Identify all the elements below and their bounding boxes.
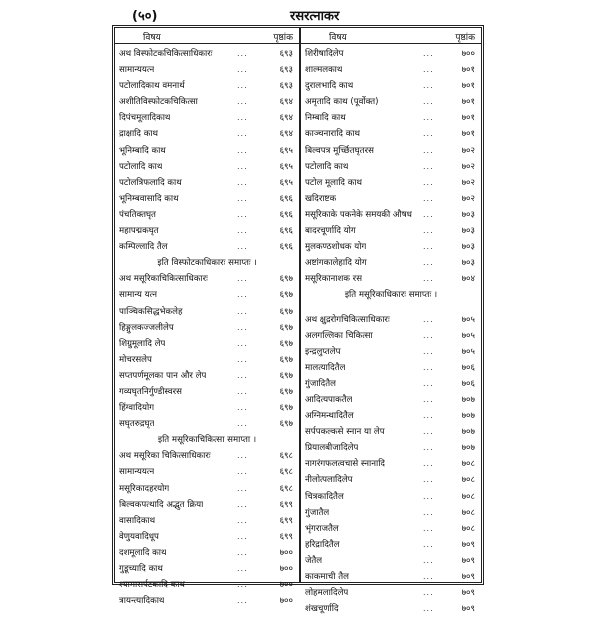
entry-title: अथ क्षुद्ररोगचिकित्साधिकारः [305, 314, 390, 325]
entry-page-number: ७०० [279, 547, 293, 558]
right-column [301, 28, 481, 615]
entry-title: नीलोत्पलादिलेप [305, 475, 353, 486]
leader-dots: ... [237, 129, 248, 139]
entry-page-number: ७०२ [461, 193, 475, 204]
entry-title: गुंजातैल [305, 507, 330, 518]
index-entry [115, 94, 299, 110]
leader-dots: ... [237, 483, 248, 493]
entry-title: सर्पपकल्कसे स्नान या लेप [305, 427, 385, 438]
index-entry [301, 360, 481, 376]
leader-dots: ... [237, 451, 248, 461]
leader-dots: ... [423, 539, 434, 549]
entry-title: अशीतिविस्फोटकचिकित्सा [119, 97, 198, 108]
entry-title: गव्यघृतनिर्गुण्डीस्वरस [119, 386, 182, 397]
leader-dots: ... [237, 403, 248, 413]
leader-dots: ... [423, 346, 434, 356]
leader-dots: ... [423, 161, 434, 171]
leader-dots: ... [237, 564, 248, 573]
index-entry [115, 126, 299, 142]
entry-page-number: ७०१ [461, 65, 475, 76]
section-end-note [115, 432, 299, 448]
leader-dots: ... [237, 306, 248, 316]
entry-title: आदित्यपाकतैल [305, 394, 353, 405]
leader-dots: ... [237, 193, 248, 203]
entry-title: काञ्चनारादि काथ [305, 129, 361, 140]
leader-dots: ... [423, 411, 434, 421]
entry-title: नागरंगफलत्वचासे स्नानादि [305, 459, 385, 470]
leader-dots: ... [237, 145, 248, 155]
leader-dots: ... [423, 362, 434, 372]
leader-dots: ... [237, 386, 248, 396]
leader-dots: ... [423, 572, 434, 581]
leader-dots: ... [423, 459, 434, 469]
section-end-note [115, 255, 299, 271]
index-entry [115, 577, 299, 593]
leader-dots: ... [423, 330, 434, 340]
index-entry [301, 62, 481, 78]
index-entry [115, 320, 299, 336]
index-entry [301, 456, 481, 472]
leader-dots: ... [423, 129, 434, 139]
index-entry [301, 472, 481, 488]
entry-page-number: ७०९ [461, 555, 475, 566]
entry-page-number: ७०६ [461, 378, 475, 389]
leader-dots: ... [237, 81, 248, 91]
index-entry [301, 255, 481, 271]
entry-page-number: ६९७ [279, 274, 293, 285]
index-entry [301, 110, 481, 126]
entry-title: बिल्वपत्र मूर्च्छितघृतरस [305, 145, 374, 156]
entry-title: दशमूलादि काथ [119, 547, 167, 558]
entry-page-number: ६९४ [279, 129, 293, 140]
index-entry [301, 159, 481, 175]
entry-title: मालत्यादितैल [305, 362, 346, 373]
entry-title: पटोलादिकाथ वमनार्थ [119, 81, 185, 92]
entry-page-number: ७०० [279, 564, 293, 574]
entry-page-number: ७०७ [461, 411, 475, 422]
leader-dots: ... [423, 193, 434, 203]
leader-dots: ... [237, 547, 248, 557]
leader-dots: ... [237, 113, 248, 123]
index-entry [301, 489, 481, 505]
entry-page-number: ७०१ [461, 97, 475, 108]
leader-dots: ... [423, 49, 434, 58]
leader-dots: ... [423, 274, 434, 284]
entry-title: दुरालभादि काथ [305, 81, 354, 92]
entry-title: शिरीषादिलेप [305, 49, 344, 59]
entry-title: हिङ्गुलकज्जलीलेप [119, 322, 174, 333]
leader-dots: ... [423, 65, 434, 75]
index-entry [301, 46, 481, 62]
index-entry [115, 416, 299, 432]
index-entry [115, 529, 299, 545]
entry-title: शंखचूर्णादि [305, 604, 339, 615]
entry-title: जेतैल [305, 555, 323, 566]
entry-title: पटोलादि काथ [119, 161, 163, 172]
leader-dots: ... [423, 113, 434, 123]
leader-dots: ... [423, 177, 434, 187]
right-rows [301, 44, 481, 617]
entry-title: खदिराष्टक [305, 193, 337, 204]
entry-title: अमृतादि काथ (पूर्वोक्त) [305, 97, 379, 108]
entry-title: मुलकण्ठशोधक योग [305, 242, 367, 253]
leader-dots: ... [423, 145, 434, 155]
index-entry [301, 601, 481, 617]
entry-title: काकमाची तैल [305, 572, 349, 582]
index-entry [115, 159, 299, 175]
index-entry [301, 223, 481, 239]
entry-title: भृंगराजतैल [305, 523, 339, 534]
index-entry [115, 545, 299, 561]
entry-title: बादरचूर्णादि योग [305, 226, 356, 237]
entry-page-number: ६९७ [279, 370, 293, 381]
leader-dots: ... [423, 314, 434, 324]
page-heading: पृष्ठांक [455, 33, 475, 43]
leader-dots: ... [237, 209, 248, 219]
entry-page-number: ६९७ [279, 419, 293, 430]
index-entry [301, 94, 481, 110]
leader-dots: ... [423, 242, 434, 252]
entry-page-number: ६९३ [279, 49, 293, 59]
entry-page-number: ७०८ [461, 507, 475, 518]
index-entry [301, 344, 481, 360]
entry-page-number: ७०८ [461, 459, 475, 470]
entry-title: शिग्रुमूलादि लेप [119, 338, 166, 349]
index-entry [115, 448, 299, 464]
entry-title: हरिद्रादितैल [305, 539, 340, 550]
index-entry [301, 505, 481, 521]
leader-dots: ... [423, 443, 434, 453]
entry-title: इन्द्रलुप्तलेप [305, 346, 341, 357]
entry-title: अग्निमन्थादितैल [305, 411, 354, 422]
entry-page-number: ६९९ [279, 515, 293, 526]
leader-dots: ... [237, 242, 248, 252]
entry-page-number: ६९६ [279, 226, 293, 237]
row-spacer [301, 304, 481, 312]
index-entry [301, 585, 481, 601]
index-entry [115, 368, 299, 384]
entry-page-number: ७०८ [461, 491, 475, 502]
index-entry [301, 553, 481, 569]
page-heading: पृष्ठांक [273, 33, 293, 43]
entry-page-number: ७०० [279, 596, 293, 607]
index-entry [115, 175, 299, 191]
entry-page-number: ७०१ [461, 113, 475, 124]
index-entry [115, 481, 299, 497]
entry-title: सामान्ययत्न [119, 467, 155, 478]
entry-page-number: ७०९ [461, 604, 475, 615]
entry-title: मसूरिकादहरयोग [119, 483, 170, 494]
entry-page-number: ७०१ [461, 81, 475, 92]
subject-heading: विषय [143, 33, 161, 43]
page-number: (५०) [132, 9, 158, 24]
entry-page-number: ७०५ [461, 346, 475, 357]
leader-dots: ... [237, 65, 248, 75]
leader-dots: ... [423, 97, 434, 107]
section-end-text: इति विस्फोटकाधिकारः समाप्तः । [157, 258, 257, 269]
leader-dots: ... [237, 290, 248, 300]
leader-dots: ... [423, 427, 434, 437]
index-entry [301, 440, 481, 456]
left-rows [115, 44, 299, 609]
entry-page-number: ६९७ [279, 290, 293, 301]
entry-title: गुडूच्यादि काथ [119, 564, 163, 574]
entry-title: वासादिकाथ [119, 515, 156, 526]
leader-dots: ... [237, 467, 248, 477]
entry-title: पटोल मूलादि काथ [305, 177, 363, 188]
page-header [120, 4, 500, 26]
index-entry [301, 175, 481, 191]
entry-page-number: ६९३ [279, 65, 293, 76]
entry-title: मसूरिकाके पकनेके समयकी औषध [305, 209, 412, 220]
entry-title: महापद्मकघृत [119, 226, 159, 237]
index-entry [115, 239, 299, 255]
entry-page-number: ७०३ [461, 209, 475, 220]
entry-page-number: ७०७ [461, 427, 475, 438]
index-entry [301, 207, 481, 223]
leader-dots: ... [237, 596, 248, 606]
entry-title: पंचतिक्तघृत [119, 209, 156, 220]
entry-title: चित्रकादितैल [305, 491, 344, 502]
entry-page-number: ७०९ [461, 572, 475, 582]
entry-page-number: ६९७ [279, 322, 293, 333]
leader-dots: ... [237, 370, 248, 380]
section-end-text: इति मसूरिकाधिकारः समाप्तः । [344, 290, 438, 301]
entry-page-number: ६९७ [279, 386, 293, 397]
leader-dots: ... [237, 97, 248, 107]
index-entry [115, 400, 299, 416]
leader-dots: ... [423, 209, 434, 219]
index-entry [301, 126, 481, 142]
entry-page-number: ६९७ [279, 354, 293, 365]
entry-page-number: ७०० [461, 49, 475, 59]
entry-title: मोचरसलेप [119, 354, 152, 365]
index-entry [115, 191, 299, 207]
entry-title: निम्बादि काथ [305, 113, 346, 124]
index-entry [301, 191, 481, 207]
entry-page-number: ६९३ [279, 81, 293, 92]
entry-page-number: ६९६ [279, 193, 293, 204]
section-end-note [301, 287, 481, 303]
leader-dots: ... [237, 161, 248, 171]
entry-title: पटोलत्रिफलादि काथ [119, 177, 182, 188]
index-entry [301, 376, 481, 392]
entry-title: प्रियालबीजादिलेप [305, 443, 359, 454]
index-entry [115, 143, 299, 159]
entry-page-number: ७०३ [461, 258, 475, 269]
index-table [112, 25, 484, 615]
entry-title: वेणुयवादिधूप [119, 531, 159, 542]
left-column-header [115, 28, 299, 44]
entry-page-number: ७०२ [461, 161, 475, 172]
leader-dots: ... [237, 226, 248, 236]
page-title: रसरत्नाकर [290, 9, 340, 24]
leader-dots: ... [423, 555, 434, 565]
leader-dots: ... [423, 588, 434, 598]
index-entry [115, 110, 299, 126]
entry-page-number: ६९८ [279, 451, 293, 462]
entry-title: भूनिम्बवासादि काथ [119, 193, 179, 204]
leader-dots: ... [423, 523, 434, 533]
subject-heading: विषय [329, 33, 347, 43]
entry-title: अथ मसूरिका चिकित्साधिकारः [119, 451, 211, 462]
entry-page-number: ६९८ [279, 483, 293, 494]
index-entry [115, 384, 299, 400]
index-entry [115, 513, 299, 529]
index-entry [115, 464, 299, 480]
index-entry [115, 352, 299, 368]
leader-dots: ... [423, 394, 434, 404]
leader-dots: ... [423, 226, 434, 236]
entry-title: श्यामासर्पटकादि काथ [119, 580, 185, 591]
entry-page-number: ७०६ [461, 362, 475, 373]
index-entry [301, 392, 481, 408]
left-column [115, 28, 301, 607]
entry-page-number: ७०८ [461, 523, 475, 534]
entry-page-number: ७०७ [461, 394, 475, 405]
entry-title: कम्पिल्लादि तैल [119, 242, 168, 253]
leader-dots: ... [423, 258, 434, 268]
entry-title: अलगल्लिका चिकित्सा [305, 330, 373, 341]
index-entry [301, 271, 481, 287]
leader-dots: ... [423, 507, 434, 517]
entry-title: द्राक्षादि काथ [119, 129, 159, 140]
entry-page-number: ७०० [279, 580, 293, 591]
leader-dots: ... [237, 499, 248, 509]
entry-page-number: ६९८ [279, 467, 293, 478]
entry-title: बिल्वकपत्थादि अद्भुत क्रिया [119, 499, 204, 510]
leader-dots: ... [237, 419, 248, 429]
index-entry [115, 287, 299, 303]
entry-title: भूनिम्बादि काथ [119, 145, 166, 156]
index-entry [115, 561, 299, 577]
leader-dots: ... [423, 81, 434, 91]
index-entry [115, 336, 299, 352]
entry-title: अष्टांगकालेहादि योग [305, 258, 367, 269]
index-entry [301, 424, 481, 440]
leader-dots: ... [423, 604, 434, 614]
leader-dots: ... [237, 580, 248, 590]
index-entry [301, 78, 481, 94]
entry-page-number: ७०४ [461, 274, 475, 285]
leader-dots: ... [237, 531, 248, 541]
entry-page-number: ७०१ [461, 129, 475, 140]
entry-page-number: ६९६ [279, 242, 293, 253]
entry-title: सामान्य यत्न [119, 290, 158, 301]
entry-title: पाञ्चिकसिद्धभेकलेह [119, 306, 183, 317]
entry-title: पटोलादि काथ [305, 161, 349, 172]
index-entry [115, 497, 299, 513]
entry-title: अथ मसूरिकाचिकित्साधिकारः [119, 274, 208, 285]
entry-page-number: ६९४ [279, 97, 293, 108]
index-entry [115, 304, 299, 320]
entry-page-number: ७०३ [461, 242, 475, 253]
entry-page-number: ७०७ [461, 443, 475, 454]
leader-dots: ... [237, 354, 248, 364]
entry-title: सप्तपर्णमूलका पान और लेप [119, 370, 207, 381]
entry-page-number: ६९५ [279, 161, 293, 172]
entry-page-number: ७०५ [461, 314, 475, 325]
entry-page-number: ७०८ [461, 475, 475, 486]
entry-title: लोहमलादिलेप [305, 588, 349, 599]
index-entry [301, 239, 481, 255]
entry-page-number: ६९५ [279, 177, 293, 188]
entry-page-number: ७०२ [461, 177, 475, 188]
entry-page-number: ६९४ [279, 113, 293, 124]
entry-page-number: ६९७ [279, 403, 293, 414]
entry-title: अथ विस्फोटकचिकित्साधिकारः [119, 49, 213, 59]
right-column-header [301, 28, 481, 44]
leader-dots: ... [423, 491, 434, 501]
leader-dots: ... [423, 475, 434, 485]
entry-page-number: ६९७ [279, 306, 293, 317]
entry-page-number: ६९६ [279, 209, 293, 220]
entry-title: गुंजादितैल [305, 378, 336, 389]
entry-title: सघृतरुद्रघृत [119, 419, 155, 430]
entry-page-number: ७०५ [461, 330, 475, 341]
leader-dots: ... [237, 322, 248, 332]
index-entry [301, 143, 481, 159]
index-entry [301, 408, 481, 424]
leader-dots: ... [237, 338, 248, 348]
leader-dots: ... [237, 515, 248, 525]
index-entry [115, 78, 299, 94]
entry-page-number: ६९९ [279, 499, 293, 510]
index-entry [301, 328, 481, 344]
entry-title: शाल्मलकाथ [305, 65, 343, 76]
entry-title: सामान्ययत्न [119, 65, 155, 76]
index-entry [115, 223, 299, 239]
index-entry [115, 62, 299, 78]
index-entry [301, 569, 481, 585]
entry-title: दिपंचमूलादिकाथ [119, 113, 171, 124]
index-entry [301, 537, 481, 553]
leader-dots: ... [237, 49, 248, 58]
entry-title: मसूरिकानाशक रस [305, 274, 363, 285]
leader-dots: ... [237, 274, 248, 284]
entry-page-number: ६९७ [279, 338, 293, 349]
leader-dots: ... [237, 177, 248, 187]
index-entry [115, 593, 299, 609]
entry-page-number: ७०९ [461, 539, 475, 550]
entry-title: हिंग्वादियोग [119, 403, 155, 414]
index-entry [115, 271, 299, 287]
index-entry [115, 207, 299, 223]
entry-page-number: ७०३ [461, 226, 475, 237]
index-entry [301, 312, 481, 328]
entry-page-number: ७०९ [461, 588, 475, 599]
leader-dots: ... [423, 378, 434, 388]
entry-page-number: ७०२ [461, 145, 475, 156]
index-entry [115, 46, 299, 62]
entry-title: त्रायन्त्यादिकाथ [119, 596, 165, 607]
entry-page-number: ६९५ [279, 145, 293, 156]
index-entry [301, 521, 481, 537]
entry-page-number: ६९९ [279, 531, 293, 542]
section-end-text: इति मसूरिकाचिकित्सा समाप्ता । [157, 435, 257, 446]
